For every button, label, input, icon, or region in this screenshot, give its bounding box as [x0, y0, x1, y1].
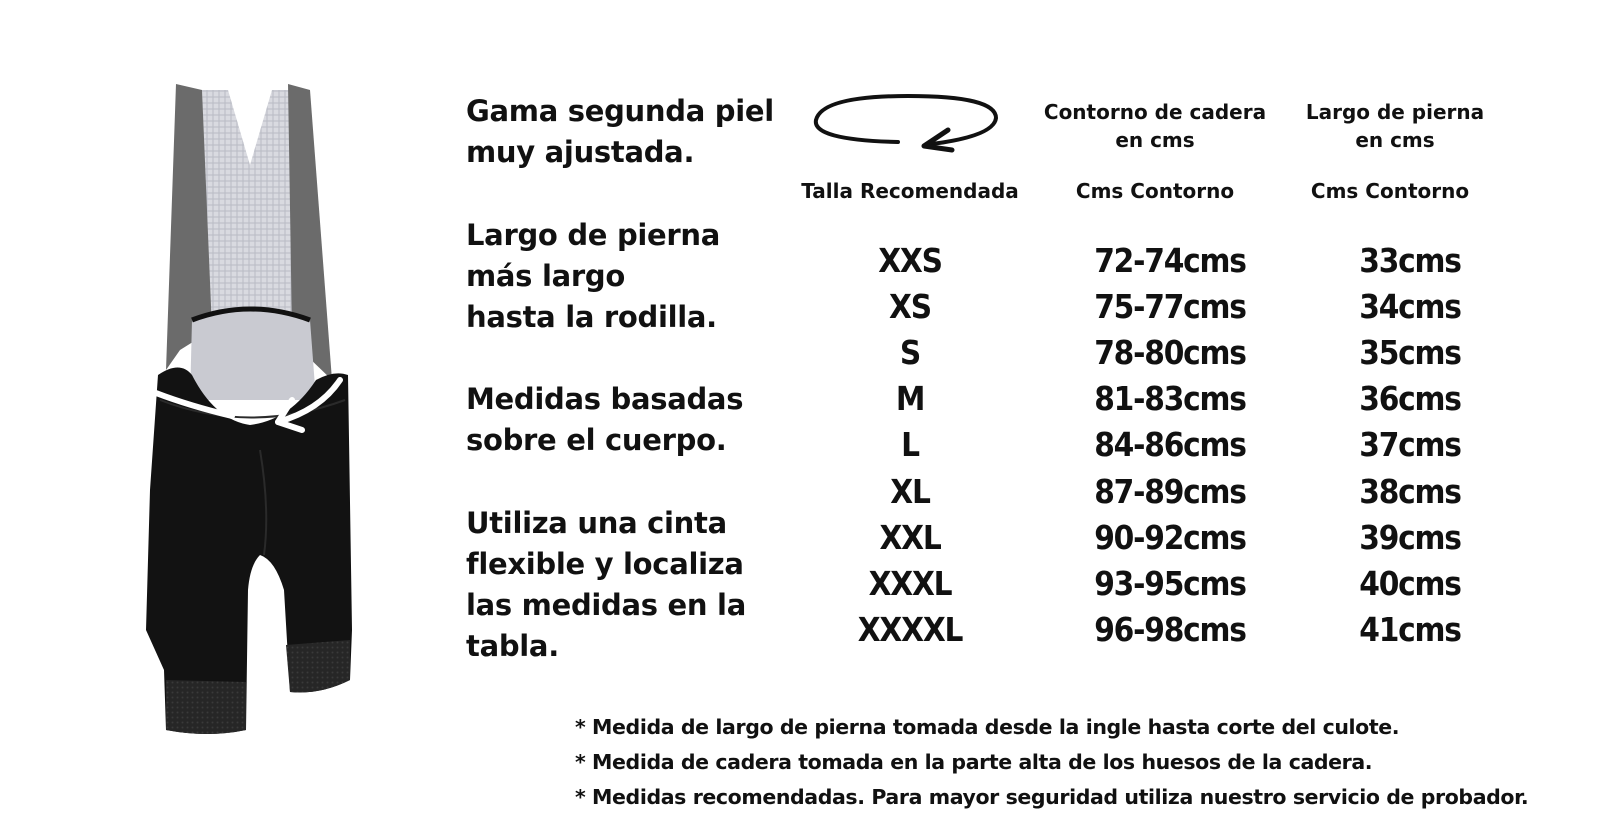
description-line: tabla. — [466, 629, 559, 663]
description-block-length — [466, 215, 796, 338]
description-line: sobre el cuerpo. — [466, 423, 727, 457]
table-row — [810, 560, 1510, 606]
size-cell: XXXXL — [857, 610, 963, 650]
hip-subheader: Cms Contorno — [1075, 179, 1235, 203]
circular-arrow-icon — [808, 90, 1008, 160]
leg-cell: 33cms — [1359, 240, 1461, 280]
leg-cell: 38cms — [1359, 471, 1461, 511]
table-row — [810, 329, 1510, 375]
leg-measure-arrow-icon — [260, 570, 288, 722]
footnote: * Medida de largo de pierna tomada desde la ingle hasta corte del culote. — [575, 715, 1400, 739]
size-cell: XXXL — [868, 563, 952, 603]
leg-cell: 39cms — [1359, 517, 1461, 557]
leg-cell: 35cms — [1359, 332, 1461, 372]
hip-cell: 78-80cms — [1094, 332, 1246, 372]
size-cell: XXL — [879, 517, 941, 557]
size-cell: XL — [890, 471, 930, 511]
size-subheader: Talla Recomendada — [801, 179, 1019, 203]
description-block-tape — [466, 503, 796, 667]
hip-column-header — [1040, 98, 1270, 154]
table-row — [810, 237, 1510, 283]
description-line: flexible y localiza — [466, 547, 744, 581]
hip-cell: 75-77cms — [1094, 286, 1246, 326]
mesh-back-panel — [202, 90, 292, 330]
bib-shorts-image — [120, 70, 380, 770]
table-row — [810, 422, 1510, 468]
hip-cell: 81-83cms — [1094, 379, 1246, 419]
table-row — [810, 607, 1510, 653]
footnotes — [575, 710, 1585, 815]
footnote: * Medida de cadera tomada en la parte alta de los huesos de la cadera. — [575, 750, 1373, 774]
description-line: las medidas en la — [466, 588, 746, 622]
table-row — [810, 514, 1510, 560]
size-cell: L — [901, 425, 919, 465]
hip-cell: 93-95cms — [1094, 563, 1246, 603]
bib-shorts-illustration — [120, 70, 380, 770]
description-line: Utiliza una cinta — [466, 506, 727, 540]
hip-cell: 90-92cms — [1094, 517, 1246, 557]
description-line: más largo — [466, 259, 625, 293]
description-line: hasta la rodilla. — [466, 300, 717, 334]
hip-cell: 84-86cms — [1094, 425, 1246, 465]
size-cell: M — [895, 379, 925, 419]
description-line: Gama segunda piel — [466, 94, 774, 128]
description-line: muy ajustada. — [466, 135, 695, 169]
hip-header-line: en cms — [1115, 128, 1195, 152]
hip-cell: 87-89cms — [1094, 471, 1246, 511]
leg-cell: 40cms — [1359, 563, 1461, 603]
size-cell: XXS — [878, 240, 942, 280]
description-line: Largo de pierna — [466, 218, 721, 252]
leg-header-line: Largo de pierna — [1305, 100, 1485, 124]
leg-cell: 34cms — [1359, 286, 1461, 326]
size-table — [810, 237, 1510, 653]
leg-column-header — [1280, 98, 1510, 154]
footnote: * Medidas recomendadas. Para mayor seguridad utiliza nuestro servicio de probador. — [575, 785, 1529, 809]
description-line: Medidas basadas — [466, 382, 744, 416]
table-row — [810, 468, 1510, 514]
leg-cell: 36cms — [1359, 379, 1461, 419]
leg-cell: 41cms — [1359, 610, 1461, 650]
hip-cell: 72-74cms — [1094, 240, 1246, 280]
size-cell: S — [899, 332, 921, 372]
size-cell: XS — [889, 286, 931, 326]
table-row — [810, 283, 1510, 329]
leg-header-line: en cms — [1355, 128, 1435, 152]
leg-subheader: Cms Contorno — [1310, 179, 1470, 203]
leg-cell: 37cms — [1359, 425, 1461, 465]
description-block-body — [466, 379, 796, 461]
table-row — [810, 376, 1510, 422]
hip-header-line: Contorno de cadera — [1043, 100, 1267, 124]
hip-cell: 96-98cms — [1094, 610, 1246, 650]
description-block-fit — [466, 91, 796, 173]
